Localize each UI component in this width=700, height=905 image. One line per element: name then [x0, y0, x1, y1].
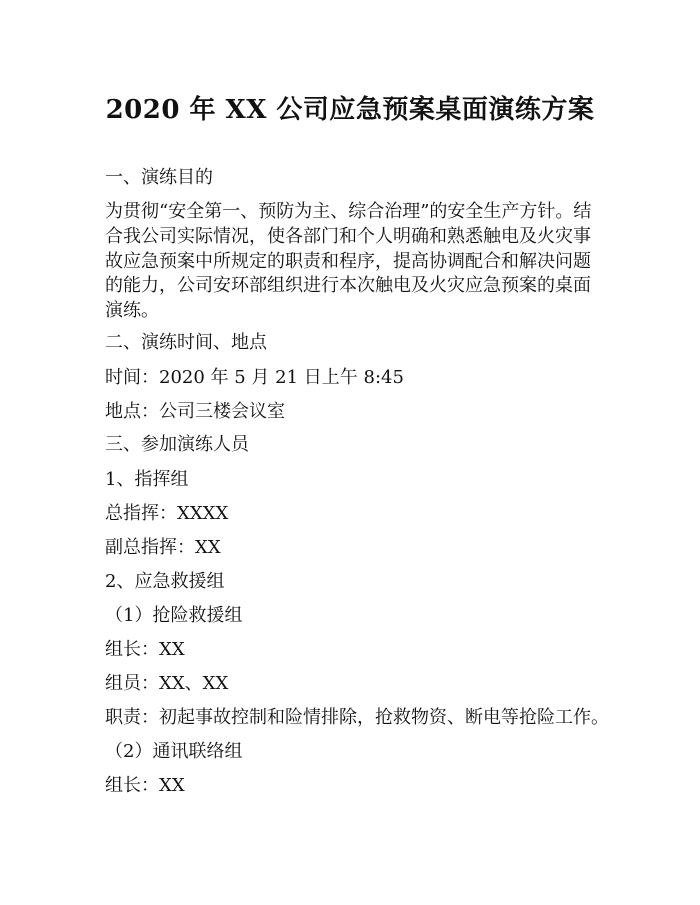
group-heading-rescue: 2、应急救援组: [105, 571, 225, 592]
section-heading-purpose: 一、演练目的: [105, 167, 213, 188]
subgroup-rescue-members: 组员：XX、XX: [105, 673, 229, 694]
subgroup-communication-leader: 组长：XX: [105, 775, 185, 796]
group-heading-command: 1、指挥组: [105, 469, 189, 490]
subgroup-rescue-duty: 职责：初起事故控制和险情排除，抢救物资、断电等抢险工作。: [105, 707, 609, 728]
purpose-paragraph: [105, 200, 597, 324]
purpose-line: 故应急预案中所规定的职责和程序，提高协调配合和解决问题: [105, 250, 591, 272]
section-heading-participants: 三、参加演练人员: [105, 434, 249, 455]
purpose-line: 演练。: [105, 300, 159, 322]
drill-place: 地点：公司三楼会议室: [105, 401, 285, 422]
drill-time: 时间：2020 年 5 月 21 日上午 8:45: [105, 367, 404, 388]
document-title: 2020 年 XX 公司应急预案桌面演练方案: [105, 95, 595, 125]
purpose-line: 的能力，公司安环部组织进行本次触电及火灾应急预案的桌面: [105, 275, 591, 297]
purpose-line: 为贯彻“安全第一、预防为主、综合治理”的安全生产方针。结: [105, 201, 592, 222]
commander: 总指挥：XXXX: [105, 503, 229, 524]
purpose-line: 合我公司实际情况，使各部门和个人明确和熟悉触电及火灾事: [105, 225, 591, 247]
section-heading-time-place: 二、演练时间、地点: [105, 332, 267, 353]
subgroup-heading-rescue: （1）抢险救援组: [105, 605, 243, 626]
deputy-commander: 副总指挥：XX: [105, 537, 221, 558]
subgroup-rescue-leader: 组长：XX: [105, 639, 185, 660]
subgroup-heading-communication: （2）通讯联络组: [105, 741, 243, 762]
